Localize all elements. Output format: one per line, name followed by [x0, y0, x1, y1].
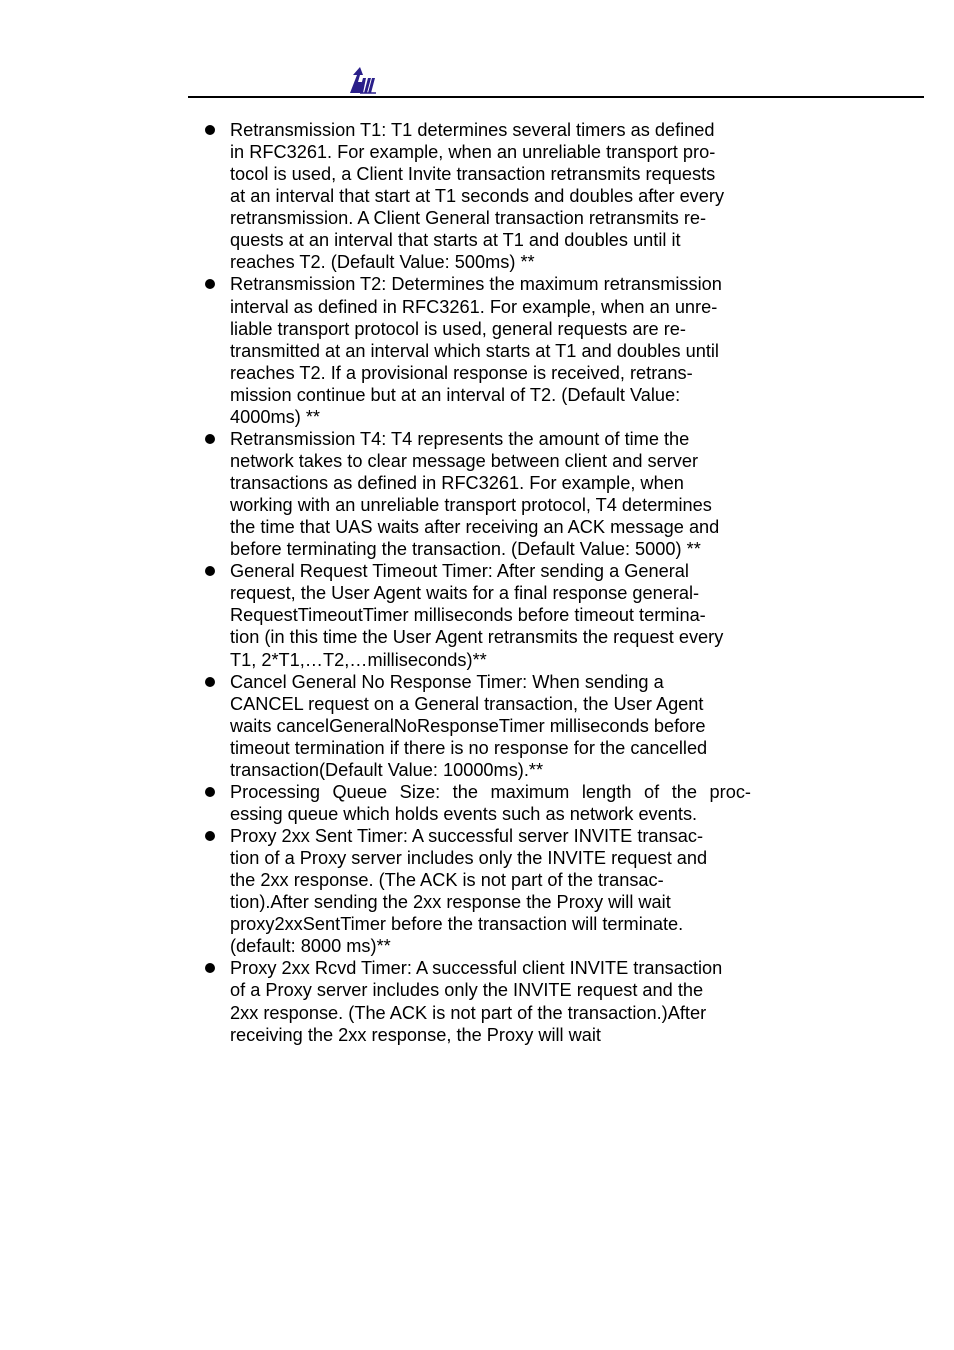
- text-line: Proxy 2xx Sent Timer: A successful server INVITE transac-: [230, 826, 704, 846]
- text-line: in RFC3261. For example, when an unreliable transport pro-: [230, 142, 716, 163]
- list-item: [0, 428, 752, 560]
- text-line: General Request Timeout Timer: After sending a General: [230, 561, 689, 582]
- bullet-icon: [205, 125, 215, 135]
- text-line: Processing Queue Size: the maximum length of the proc-: [230, 781, 751, 802]
- bullet-icon: [205, 434, 215, 444]
- text-line: the time that UAS waits after receiving an ACK message and: [230, 517, 720, 538]
- timer-settings-list: [0, 119, 954, 1046]
- bullet-icon: [205, 831, 215, 841]
- list-item: [0, 273, 752, 427]
- company-logo-icon: [348, 66, 380, 94]
- text-line: tion).After sending the 2xx response the Proxy will wait: [230, 892, 671, 913]
- text-line: CANCEL request on a General transaction, the User Agent: [230, 693, 704, 714]
- text-line: mission continue but at an interval of T2. (Default Value:: [230, 384, 681, 405]
- text-line: reaches T2. If a provisional response is received, retrans-: [230, 362, 693, 383]
- text-line: reaches T2. (Default Value: 500ms) **: [230, 252, 535, 273]
- text-line: Cancel General No Response Timer: When sending a: [230, 671, 664, 692]
- text-line: proxy2xxSentTimer before the transaction will terminate.: [230, 914, 684, 935]
- text-line: the 2xx response. (The ACK is not part of the transac-: [230, 870, 664, 891]
- text-line: Retransmission T1: T1 determines several timers as defined: [230, 120, 715, 140]
- text-line: of a Proxy server includes only the INVITE request and the: [230, 980, 704, 1001]
- text-line: retransmission. A Client General transaction retransmits re-: [230, 208, 707, 229]
- text-line: tion (in this time the User Agent retransmits the request every: [230, 627, 724, 648]
- text-line: interval as defined in RFC3261. For example, when an unre-: [230, 296, 718, 317]
- text-line: working with an unreliable transport protocol, T4 determines: [230, 495, 712, 516]
- bullet-icon: [205, 279, 215, 289]
- text-line: liable transport protocol is used, general requests are re-: [230, 318, 686, 339]
- text-line: essing queue which holds events such as network events.: [230, 803, 698, 824]
- list-item: [0, 825, 752, 957]
- text-line: Proxy 2xx Rcvd Timer: A successful client INVITE transaction: [230, 958, 723, 979]
- text-line: waits cancelGeneralNoResponseTimer milliseconds before: [230, 715, 706, 736]
- list-item: [0, 671, 752, 781]
- text-line: 2xx response. (The ACK is not part of the transaction.)After: [230, 1002, 707, 1023]
- text-line: network takes to clear message between client and server: [230, 450, 699, 471]
- text-line: tocol is used, a Client Invite transaction retransmits requests: [230, 164, 716, 185]
- list-item: [0, 957, 752, 1045]
- bullet-icon: [205, 787, 215, 797]
- list-item: [0, 560, 752, 670]
- text-line: 4000ms) **: [230, 406, 320, 427]
- header-divider: [188, 96, 924, 98]
- bullet-icon: [205, 963, 215, 973]
- text-line: request, the User Agent waits for a final response general-: [230, 583, 700, 604]
- text-line: tion of a Proxy server includes only the INVITE request and: [230, 848, 708, 869]
- text-line: Retransmission T4: T4 represents the amount of time the: [230, 428, 690, 449]
- text-line: Retransmission T2: Determines the maximum retransmission: [230, 274, 722, 295]
- text-line: T1, 2*T1,…T2,…milliseconds)**: [230, 649, 487, 670]
- text-line: transactions as defined in RFC3261. For example, when: [230, 473, 684, 493]
- text-line: transmitted at an interval which starts at T1 and doubles until: [230, 340, 719, 361]
- text-line: timeout termination if there is no response for the cancelled: [230, 737, 708, 758]
- bullet-icon: [205, 566, 215, 576]
- text-line: transaction(Default Value: 10000ms).**: [230, 759, 544, 780]
- text-line: before terminating the transaction. (Default Value: 5000) **: [230, 539, 701, 560]
- list-item: [0, 119, 752, 273]
- list-item: [0, 781, 752, 825]
- text-line: RequestTimeoutTimer milliseconds before timeout termina-: [230, 605, 706, 626]
- text-line: (default: 8000 ms)**: [230, 936, 391, 957]
- bullet-icon: [205, 677, 215, 687]
- text-line: receiving the 2xx response, the Proxy will wait: [230, 1024, 601, 1045]
- text-line: at an interval that start at T1 seconds and doubles after every: [230, 186, 725, 207]
- text-line: quests at an interval that starts at T1 and doubles until it: [230, 230, 681, 251]
